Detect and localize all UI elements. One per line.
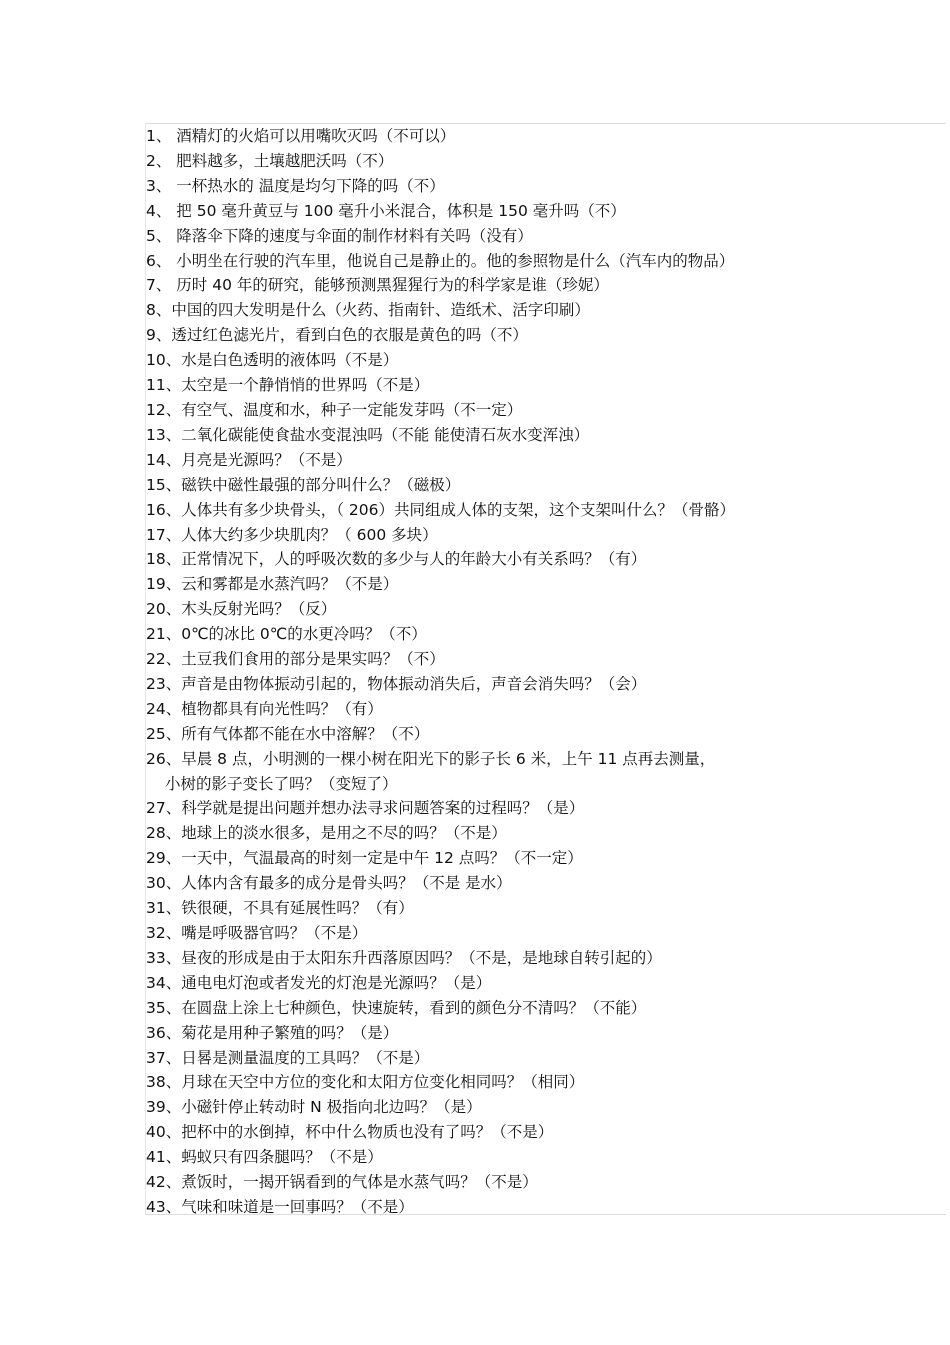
list-item: 31、铁很硬，不具有延展性吗？（有） <box>146 899 414 918</box>
list-item: 42、煮饭时，一揭开锅看到的气体是水蒸气吗？（不是） <box>146 1173 538 1192</box>
list-item: 29、一天中，气温最高的时刻一定是中午 12 点吗？（不一定） <box>146 849 583 868</box>
list-item: 21、0℃的冰比 0℃的水更冷吗？（不） <box>146 625 427 644</box>
list-item: 8、中国的四大发明是什么（火药、指南针、造纸术、活字印刷） <box>146 301 590 320</box>
list-item: 39、小磁针停止转动时 N 极指向北边吗？（是） <box>146 1098 482 1117</box>
list-item: 15、磁铁中磁性最强的部分叫什么？（磁极） <box>146 475 461 494</box>
list-item: 38、月球在天空中方位的变化和太阳方位变化相同吗？（相同） <box>146 1073 585 1092</box>
list-item: 12、有空气、温度和水，种子一定能发芽吗（不一定） <box>146 400 523 419</box>
list-item: 9、透过红色滤光片，看到白色的衣服是黄色的吗（不） <box>146 326 528 345</box>
list-item: 13、二氧化碳能使食盐水变混浊吗（不能 能使清石灰水变浑浊） <box>146 425 590 444</box>
list-item: 17、人体大约多少块肌肉？（ 600 多块） <box>146 525 438 544</box>
list-item: 5、 降落伞下降的速度与伞面的制作材料有关吗（没有） <box>146 226 533 245</box>
list-item: 34、通电电灯泡或者发光的灯泡是光源吗？（是） <box>146 973 492 992</box>
list-item: 4、 把 50 毫升黄豆与 100 毫升小米混合，体积是 150 毫升吗（不） <box>146 201 626 220</box>
list-item: 28、地球上的淡水很多，是用之不尽的吗？（不是） <box>146 824 507 843</box>
list-item: 19、云和雾都是水蒸汽吗？（不是） <box>146 575 399 594</box>
list-item: 41、蚂蚁只有四条腿吗？（不是） <box>146 1148 383 1167</box>
list-item: 36、菊花是用种子繁殖的吗？（是） <box>146 1023 399 1042</box>
bottom-rule <box>146 1214 946 1215</box>
list-item: 27、科学就是提出问题并想办法寻求问题答案的过程吗？（是） <box>146 799 585 818</box>
list-item: 23、声音是由物体振动引起的，物体振动消失后，声音会消失吗？（会） <box>146 674 647 693</box>
list-item: 1、 酒精灯的火焰可以用嘴吹灭吗（不可以） <box>146 127 456 145</box>
list-item: 22、土豆我们食用的部分是果实吗？（不） <box>146 650 445 669</box>
list-item: 37、日晷是测量温度的工具吗？（不是） <box>146 1048 430 1067</box>
list-item: 11、太空是一个静悄悄的世界吗（不是） <box>146 376 430 395</box>
qa-list <box>146 124 941 1220</box>
list-item: 24、植物都具有向光性吗？（有） <box>146 699 383 718</box>
list-item-continuation: 小树的影子变长了吗？（变短了） <box>165 774 398 793</box>
list-item: 18、正常情况下，人的呼吸次数的多少与人的年龄大小有关系吗？（有） <box>146 550 647 569</box>
list-item: 6、 小明坐在行驶的汽车里，他说自己是静止的。他的参照物是什么（汽车内的物品） <box>146 251 735 270</box>
list-item: 35、在圆盘上涂上七种颜色，快速旋转，看到的颜色分不清吗？（不能） <box>146 998 647 1017</box>
list-item: 40、把杯中的水倒掉，杯中什么物质也没有了吗？（不是） <box>146 1123 554 1142</box>
list-item: 26、早晨 8 点，小明测的一棵小树在阳光下的影子长 6 米，上午 11 点再去测量， <box>146 749 716 768</box>
list-item: 3、 一杯热水的 温度是均匀下降的吗（不） <box>146 176 445 195</box>
list-item: 20、木头反射光吗？（反） <box>146 600 337 619</box>
list-item: 16、人体共有多少块骨头，（ 206）共同组成人体的支架，这个支架叫什么？（骨骼） <box>146 500 735 519</box>
list-item: 43、气味和味道是一回事吗？（不是） <box>146 1197 414 1216</box>
list-item: 10、水是白色透明的液体吗（不是） <box>146 351 399 370</box>
list-item: 33、昼夜的形成是由于太阳东升西落原因吗？（不是，是地球自转引起的） <box>146 948 662 967</box>
list-item: 2、 肥料越多，土壤越肥沃吗（不） <box>146 151 394 170</box>
list-item: 30、人体内含有最多的成分是骨头吗？（不是 是水） <box>146 874 512 893</box>
list-item: 25、所有气体都不能在水中溶解？（不） <box>146 724 430 743</box>
list-item: 7、 历时 40 年的研究，能够预测黑猩猩行为的科学家是谁（珍妮） <box>146 276 609 295</box>
list-item: 14、月亮是光源吗？（不是） <box>146 450 352 469</box>
list-item: 32、嘴是呼吸器官吗？（不是） <box>146 924 368 942</box>
